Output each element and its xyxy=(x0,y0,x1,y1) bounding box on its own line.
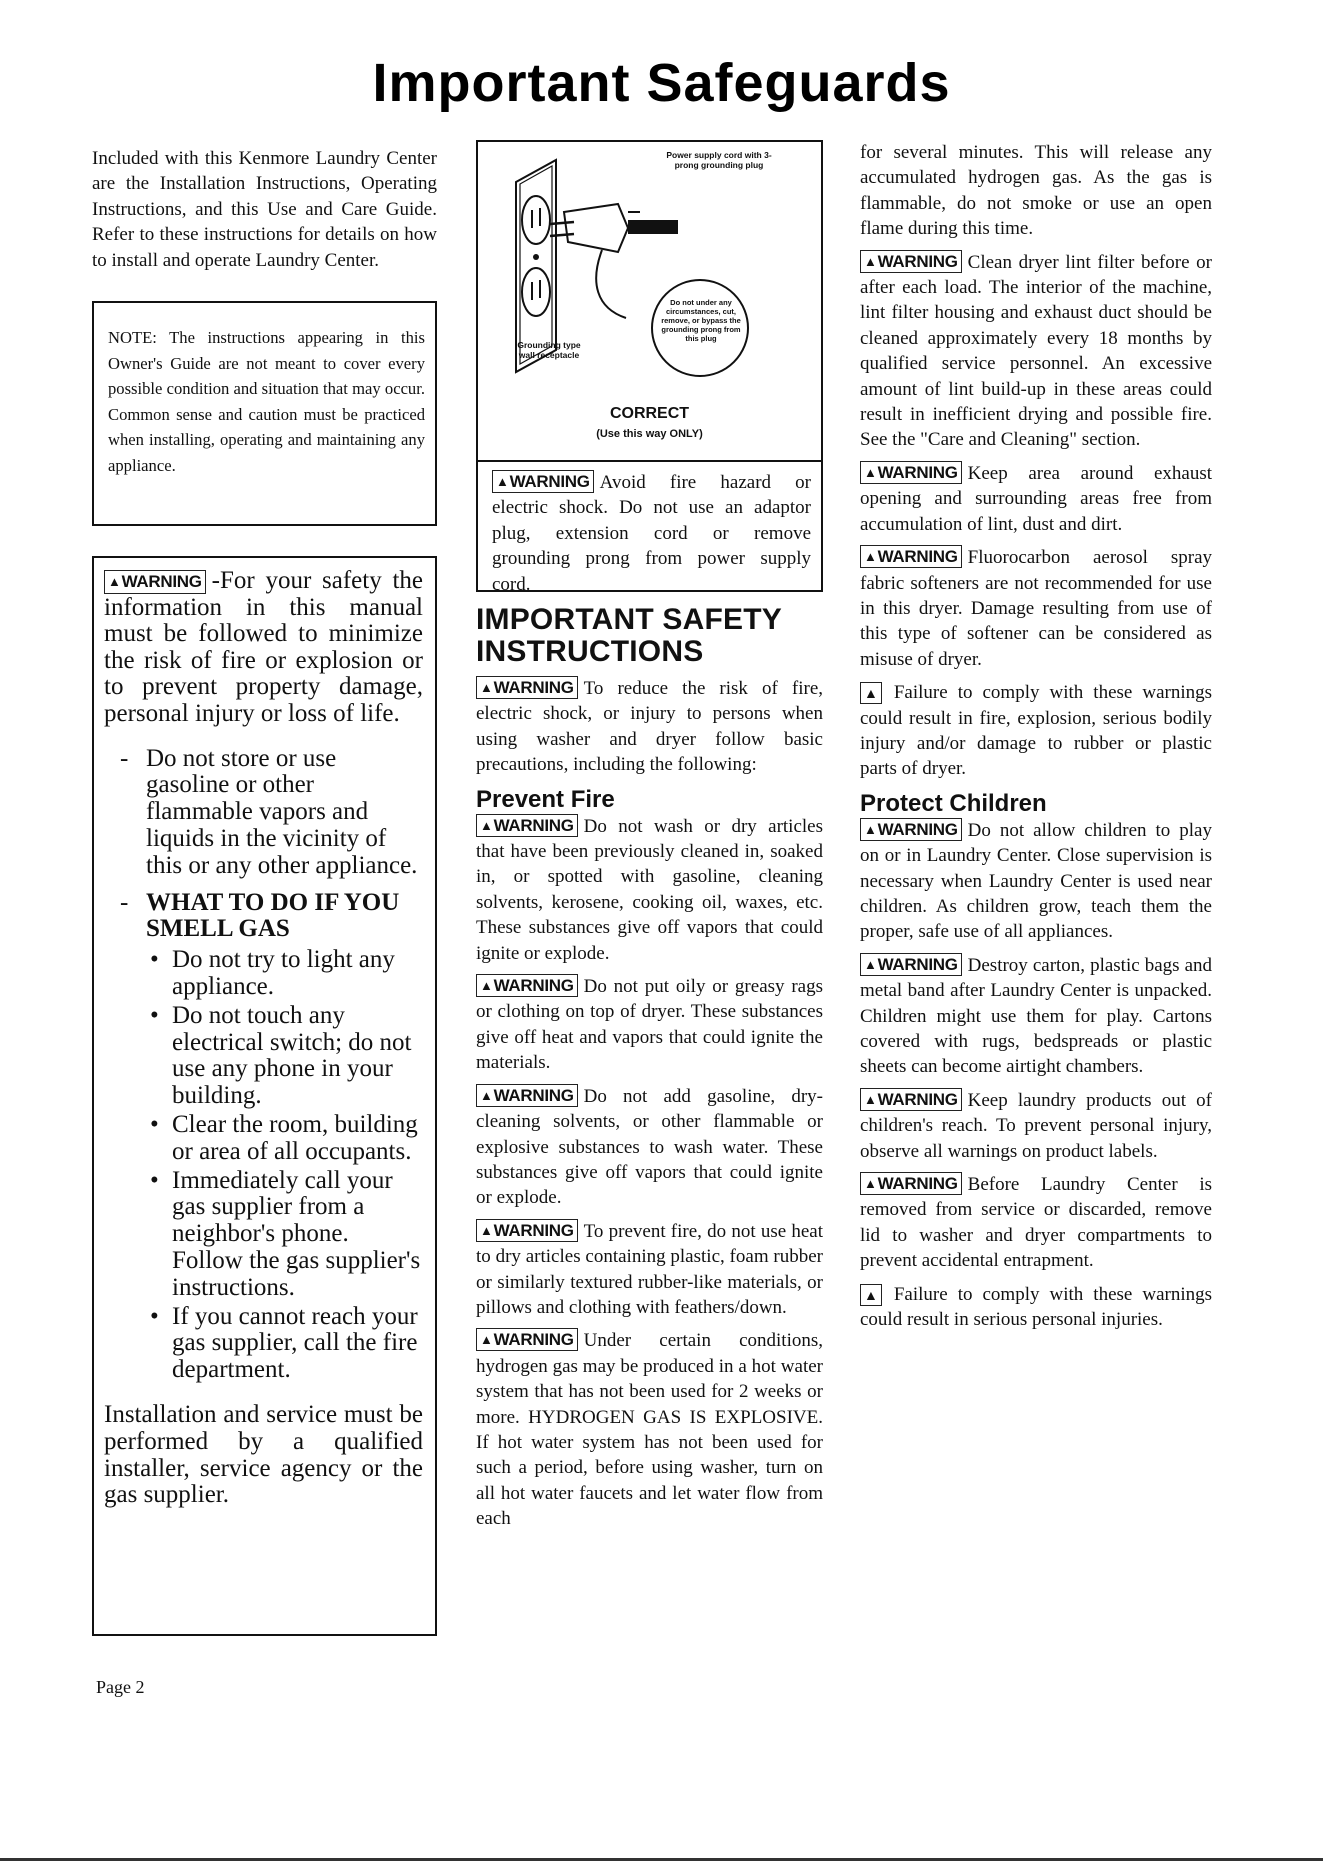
warning-badge: ▲WARNING xyxy=(476,814,578,837)
prevent-fire-heading: Prevent Fire xyxy=(476,785,615,813)
list-item: - WHAT TO DO IF YOU SMELL GAS • Do not try to light any appliance. • Do not touch any electrical switch; do not use any phone in your building. • Clear the room, building or area of all occupants. • Immediately call your gas supplier from a neighbor's phone. Follow the gas supplier's instructions. • If you cannot reach your gas supplier, call the fire department. xyxy=(104,890,423,1384)
warning-triangle-icon: ▲ xyxy=(864,1176,877,1192)
list-item: • If you cannot reach your gas supplier, call the fire department. xyxy=(150,1302,418,1384)
caution-paragraph: ▲ Failure to comply with these warnings could result in serious personal injuries. xyxy=(860,1283,1212,1331)
intro-paragraph: Included with this Kenmore Laundry Center are the Installation Instructions, Operating Instructions, and this Use and Care Guide. Refer to these instructions for details on how to install and operate Laundry Center. xyxy=(92,148,437,271)
warning-paragraph: ▲WARNING Do not add gasoline, dry-cleaning solvents, or other flammable or explosive substances to wash water. These substances give off vapors that could ignite or explode. xyxy=(476,1085,823,1209)
warning-triangle-icon: ▲ xyxy=(480,1332,493,1348)
warning-triangle-icon: ▲ xyxy=(860,1284,882,1306)
warning-badge: ▲WARNING xyxy=(476,1084,578,1107)
warning-badge: ▲WARNING xyxy=(860,1172,962,1195)
grounding-figure-box xyxy=(476,140,823,595)
warning-triangle-icon: ▲ xyxy=(480,817,493,833)
adaptor-warning: ▲WARNING Avoid fire hazard or electric shock. Do not use an adaptor plug, extension cord or remove grounding prong from power supply cord. xyxy=(492,472,811,595)
warning-badge: ▲WARNING xyxy=(860,250,962,273)
left-column xyxy=(92,140,437,1636)
warning-badge: ▲WARNING xyxy=(476,676,578,699)
warning-badge: ▲WARNING xyxy=(476,1328,578,1351)
figure-divider xyxy=(478,460,821,462)
warning-triangle-icon: ▲ xyxy=(480,1222,493,1238)
list-item: • Do not try to light any appliance. xyxy=(150,946,395,1000)
warning-paragraph: ▲WARNING Before Laundry Center is removed from service or discarded, remove lid to washer and dryer compartments to prevent accidental entrapment. xyxy=(860,1174,1212,1272)
list-item: • Clear the room, building or area of all occupants. xyxy=(150,1110,418,1165)
warning-triangle-icon: ▲ xyxy=(864,1091,877,1107)
list-item: - Do not store or use gasoline or other flammable vapors and liquids in the vicinity of this or any other appliance. xyxy=(120,744,418,879)
warning-triangle-icon: ▲ xyxy=(864,821,877,837)
warning-paragraph: ▲WARNING Do not put oily or greasy rags or clothing on top of dryer. These substances give off heat and vapors that could ignite the materials. xyxy=(476,976,823,1074)
bullet-list xyxy=(146,947,423,1384)
smell-gas-heading: WHAT TO DO IF YOU SMELL GAS xyxy=(146,888,400,943)
right-column xyxy=(860,140,1212,1332)
warning-paragraph: ▲WARNING Fluorocarbon aerosol spray fabric softeners are not recommended for use in this dryer. Damage resulting from use of this type of softener can be considered as misuse of dryer. xyxy=(860,547,1212,670)
warning-triangle-icon: ▲ xyxy=(864,549,877,565)
protect-children-heading: Protect Children xyxy=(860,789,1047,817)
warning-badge: ▲WARNING xyxy=(104,570,206,594)
warning-paragraph: ▲WARNING Under certain conditions, hydrogen gas may be produced in a hot water system that has not been used for 2 weeks or more. HYDROGEN GAS IS EXPLOSIVE. If hot water system has not been used for such a period, before using washer, turn on all hot water faucets and let water flow from each xyxy=(476,1330,823,1530)
warning-badge: ▲WARNING xyxy=(860,1088,962,1111)
list-item: • Do not touch any electrical switch; do not use any phone in your building. xyxy=(150,1001,412,1110)
warning-triangle-icon: ▲ xyxy=(864,253,877,269)
warning-triangle-icon: ▲ xyxy=(864,956,877,972)
warning-paragraph: ▲WARNING To reduce the risk of fire, electric shock, or injury to persons when using washer and dryer follow basic precautions, including the following: xyxy=(476,678,823,776)
warning-paragraph: ▲WARNING To prevent fire, do not use heat to dry articles containing plastic, foam rubber or similarly textured rubber-like materials, or pillows and clothing with feathers/down. xyxy=(476,1220,823,1318)
warning-badge: ▲WARNING xyxy=(860,461,962,484)
warning-badge: ▲WARNING xyxy=(860,953,962,976)
note-box xyxy=(92,301,437,526)
middle-column xyxy=(476,140,823,1532)
figure-sub-caption: (Use this way ONLY) xyxy=(596,428,703,440)
do-not-remove-label: Do not under any circumstances, cut, remove, or bypass the grounding prong from this plug xyxy=(661,298,741,343)
receptacle-label: Grounding type wall receptacle xyxy=(517,340,581,360)
warning-paragraph: ▲WARNING Keep laundry products out of children's reach. To prevent personal injury, observe all warnings on product labels. xyxy=(860,1089,1212,1162)
continued-paragraph: for several minutes. This will release any accumulated hydrogen gas. As the gas is flammable, do not smoke or use an open flame during this time. xyxy=(860,142,1212,240)
page-title: Important Safeguards xyxy=(372,53,951,113)
warning-triangle-icon: ▲ xyxy=(480,680,493,695)
safety-lead: ▲WARNING -For your safety the information in this manual must be followed to minimize the risk of fire or explosion or to prevent property damage, personal injury or loss of life. xyxy=(104,567,423,727)
warning-badge: ▲WARNING xyxy=(476,1219,578,1242)
note-text: NOTE: The instructions appearing in this Owner's Guide are not meant to cover every possible condition and situation that may occur. Common sense and caution must be practiced when installing, operating and maintaining any appliance. xyxy=(108,328,425,475)
dash-list xyxy=(104,746,423,1384)
section-title: IMPORTANT SAFETY INSTRUCTIONS xyxy=(476,603,782,668)
warning-triangle-icon: ▲ xyxy=(480,978,493,994)
installation-note: Installation and service must be performed by a qualified installer, service agency or the gas supplier. xyxy=(104,1400,423,1509)
warning-triangle-icon: ▲ xyxy=(480,1087,493,1103)
safety-warning-box xyxy=(92,556,437,1636)
plug-outlet-icon xyxy=(478,142,821,402)
warning-triangle-icon: ▲ xyxy=(864,464,877,480)
warning-paragraph: ▲WARNING Clean dryer lint filter before or after each load. The interior of the machine, lint filter housing and exhaust duct should be cleaned approximately every 18 months by qualified service personnel. An excessive amount of lint build-up in these areas could result in inefficient drying and possible fire. See the "Care and Cleaning" section. xyxy=(860,251,1212,451)
warning-badge: ▲WARNING xyxy=(860,818,962,841)
warning-triangle-icon: ▲ xyxy=(860,682,882,704)
warning-paragraph: ▲WARNING Do not wash or dry articles that have been previously cleaned in, soaked in, or spotted with gasoline, cleaning solvents, kerosene, cooking oil, waxes, etc. These substances give off vapors that could ignite or explode. xyxy=(476,815,823,964)
warning-badge: ▲WARNING xyxy=(492,470,594,493)
page-number: Page 2 xyxy=(96,1677,145,1697)
bottom-rule xyxy=(0,1858,1323,1861)
grounding-illustration xyxy=(478,142,821,442)
warning-paragraph: ▲WARNING Keep area around exhaust opening and surrounding areas free from accumulation of lint, dust and dirt. xyxy=(860,462,1212,535)
list-item: • Immediately call your gas supplier from a neighbor's phone. Follow the gas supplier's instructions. xyxy=(150,1166,421,1301)
figure-caption: CORRECT xyxy=(609,405,690,422)
caution-paragraph: ▲ Failure to comply with these warnings could result in fire, explosion, serious bodily injury and/or damage to rubber or plastic parts of dryer. xyxy=(860,682,1212,780)
warning-paragraph: ▲WARNING Destroy carton, plastic bags and metal band after Laundry Center is unpacked. Children might use them for play. Cartons covered with rugs, bedspreads or plastic sheets can become airtight chambers. xyxy=(860,954,1212,1078)
warning-badge: ▲WARNING xyxy=(476,974,578,997)
warning-badge: ▲WARNING xyxy=(860,545,962,568)
warning-triangle-icon: ▲ xyxy=(496,474,509,489)
power-supply-label: Power supply cord with 3-prong grounding plug xyxy=(666,150,772,170)
warning-paragraph: ▲WARNING Do not allow children to play on or in Laundry Center. Close supervision is necessary when Laundry Center is used near children. As children grow, teach them the proper, safe use of all appliances. xyxy=(860,819,1212,943)
warning-triangle-icon: ▲ xyxy=(108,574,121,590)
